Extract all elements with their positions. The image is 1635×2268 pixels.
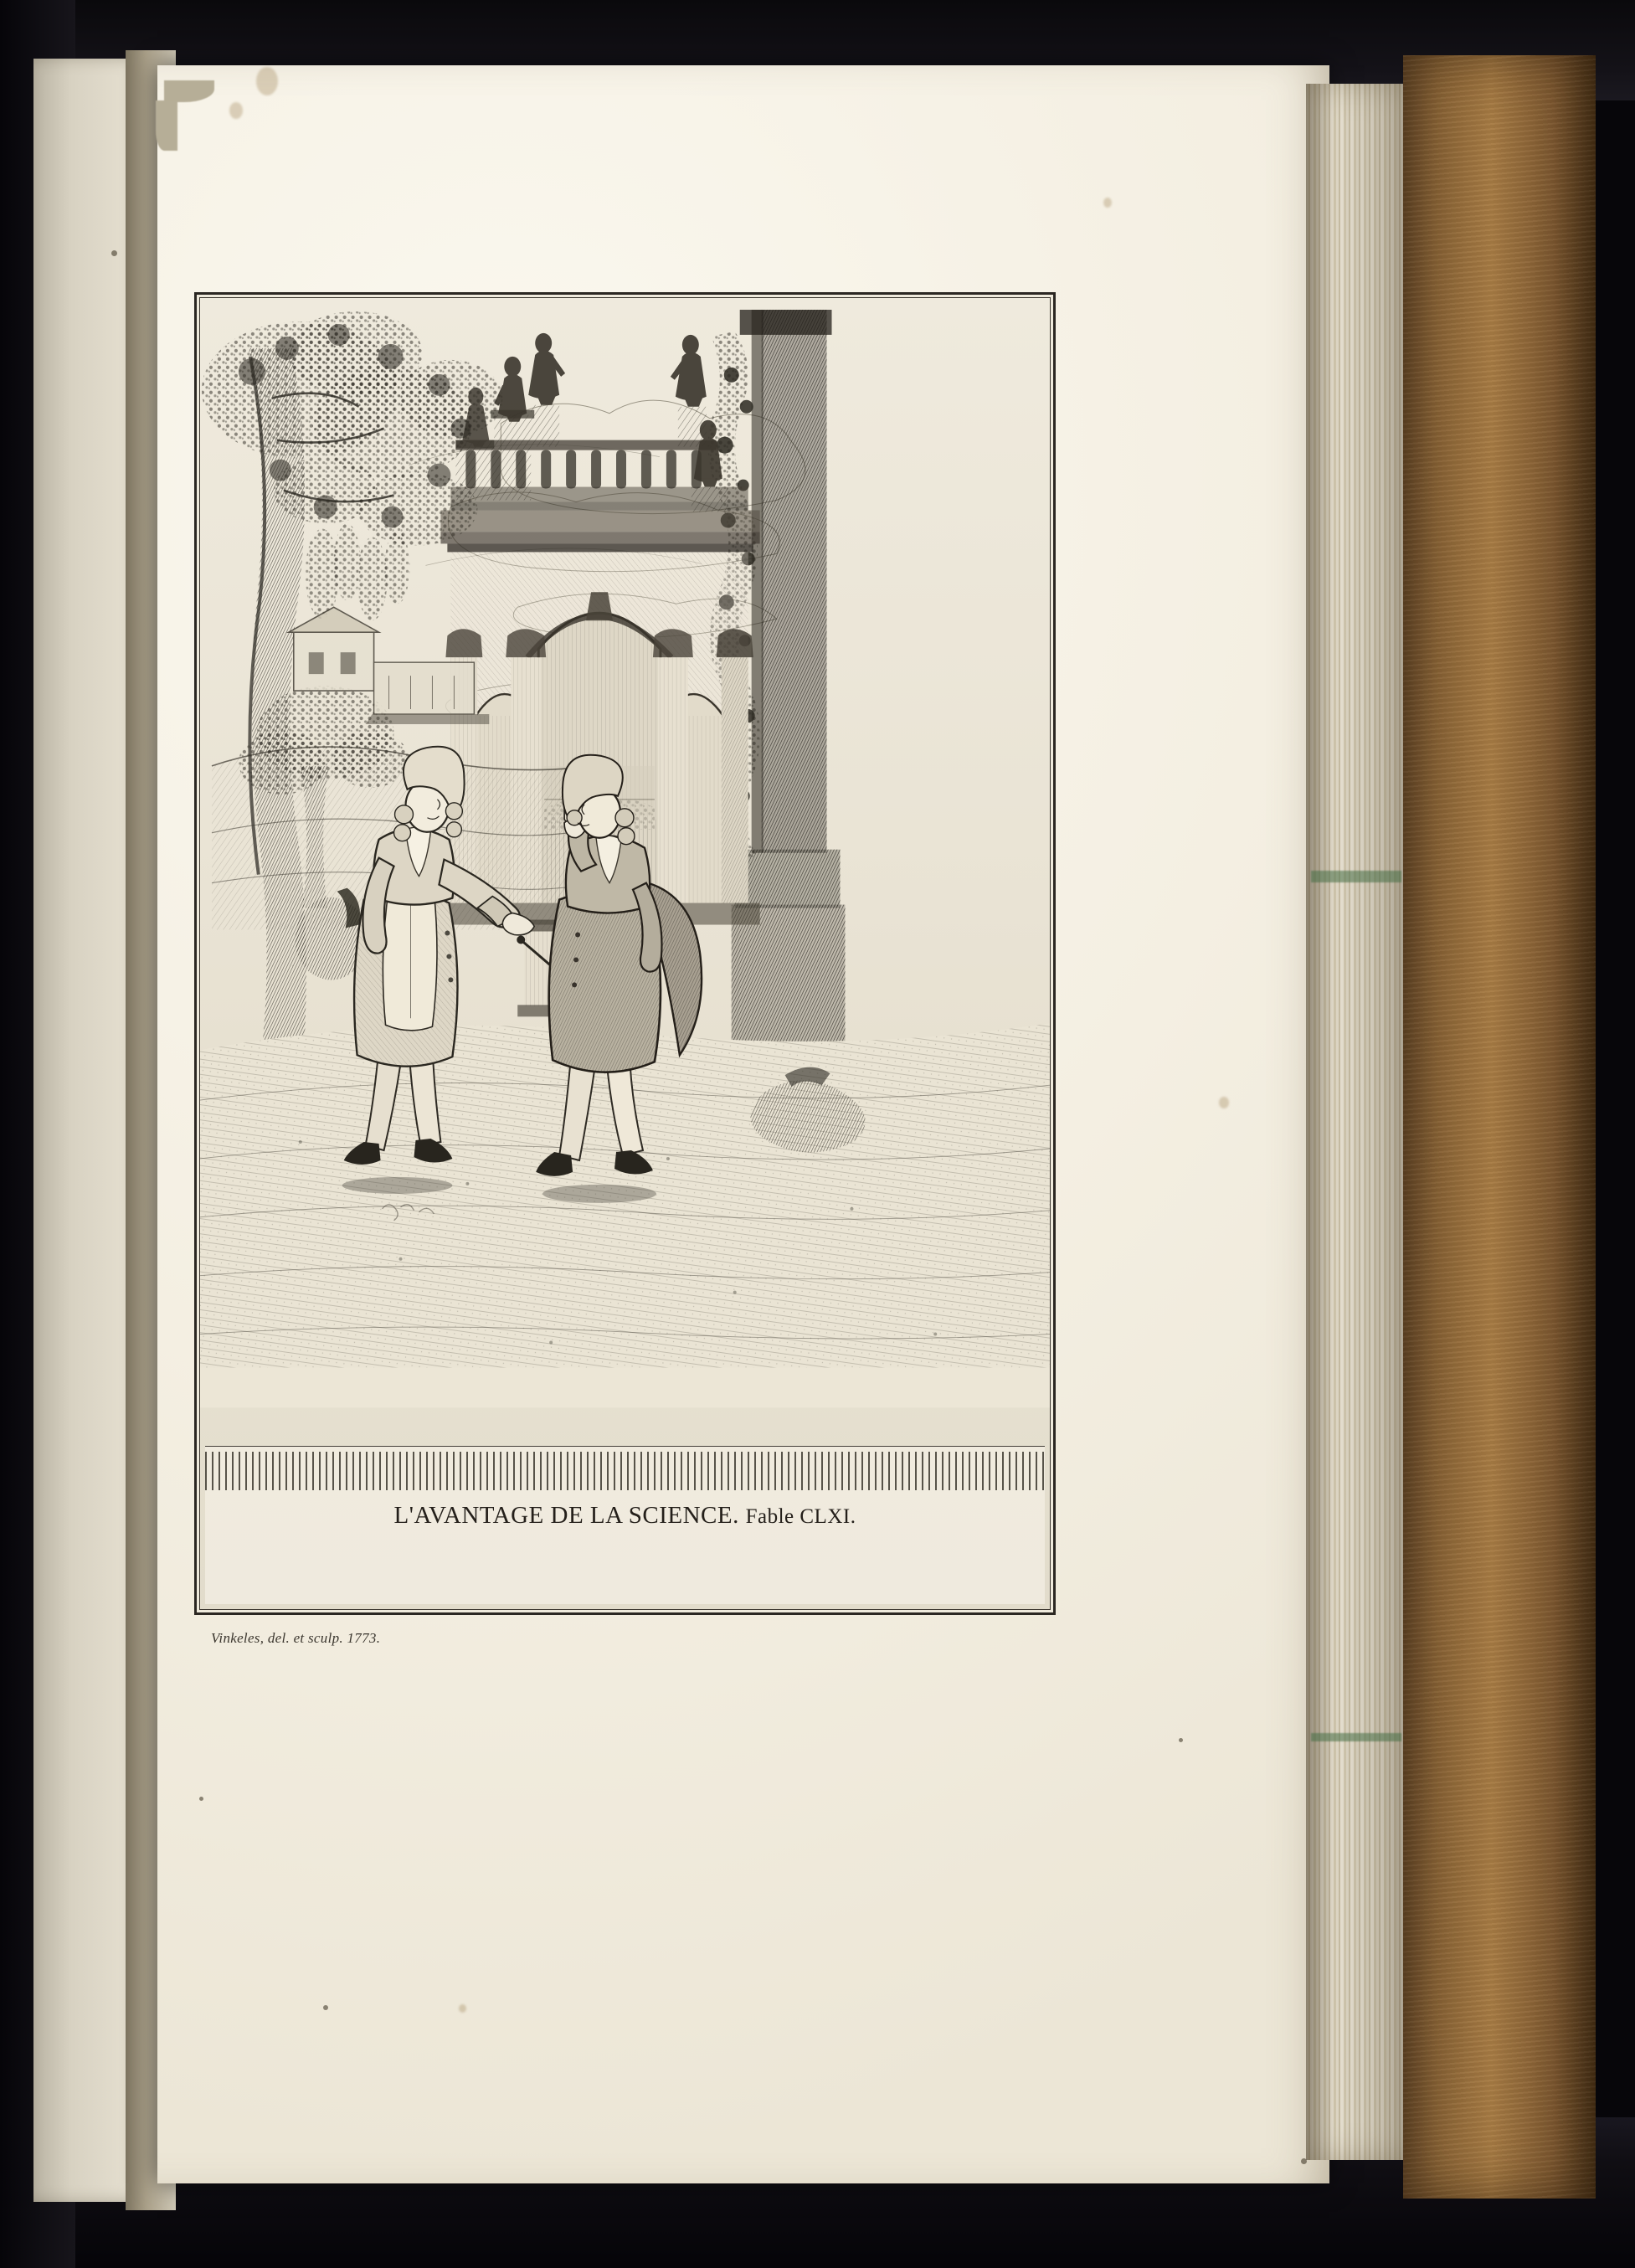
ink-speck (111, 250, 117, 256)
plate-caption-strip (205, 1446, 1045, 1604)
engraving-illustration (200, 298, 1050, 1608)
caption-hatching (205, 1452, 1045, 1490)
ink-speck (1301, 2158, 1307, 2164)
edge-marbling-band (1311, 871, 1401, 882)
plate-image-area (199, 297, 1051, 1610)
leather-grain (1403, 55, 1596, 2199)
plate-caption-text (205, 1502, 1045, 1530)
ink-speck (323, 2005, 328, 2010)
page-edge-wear (156, 100, 177, 151)
engraved-plate (194, 292, 1056, 1615)
edge-marbling-band (1311, 1733, 1401, 1741)
ink-speck (1179, 1738, 1183, 1742)
caption-title-text: L'AVANTAGE DE LA SCIENCE. (393, 1502, 739, 1529)
ink-speck (199, 1797, 203, 1801)
engraver-signature: Vinkeles, del. et sculp. 1773. (211, 1630, 381, 1646)
caption-fable-number: Fable CLXI. (745, 1505, 856, 1528)
fore-edge-shading (1306, 84, 1406, 2160)
